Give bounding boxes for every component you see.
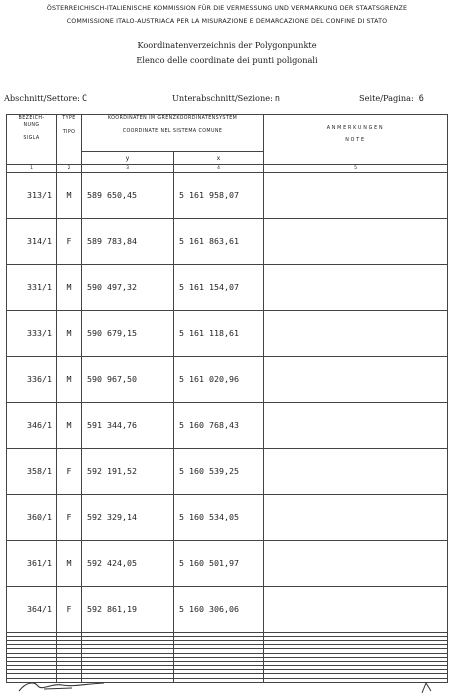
column-header-note bbox=[264, 115, 448, 165]
table-row bbox=[7, 310, 448, 356]
cell-tipo: F bbox=[57, 494, 82, 540]
cell-tipo: M bbox=[57, 173, 82, 219]
cell-note bbox=[264, 494, 448, 540]
cell-y: 589 783,84 bbox=[82, 218, 174, 264]
abschnitt-value: C bbox=[81, 94, 88, 104]
cell-x bbox=[174, 678, 264, 682]
cell-y: 592 424,05 bbox=[82, 540, 174, 586]
cell-note bbox=[264, 586, 448, 632]
header-note: NOTE bbox=[345, 138, 366, 143]
cell-y: 590 679,15 bbox=[82, 310, 174, 356]
header-x: x bbox=[174, 152, 264, 165]
cell-note bbox=[264, 264, 448, 310]
column-header-coordinates bbox=[82, 115, 264, 152]
table-row bbox=[7, 448, 448, 494]
cell-note bbox=[264, 218, 448, 264]
header-anmerkungen: ANMERKUNGEN bbox=[326, 126, 385, 131]
column-number: 3 bbox=[82, 165, 174, 173]
cell-x: 5 161 863,61 bbox=[174, 218, 264, 264]
cell-y: 591 344,76 bbox=[82, 402, 174, 448]
unterabschnitt-field bbox=[172, 93, 280, 104]
seite-label: Seite/Pagina: bbox=[359, 93, 414, 103]
cell-x: 5 161 154,07 bbox=[174, 264, 264, 310]
cell-note bbox=[264, 310, 448, 356]
header-sigla: SIGLA bbox=[23, 136, 40, 141]
table-row bbox=[7, 173, 448, 219]
table-row bbox=[7, 402, 448, 448]
cell-x: 5 160 501,97 bbox=[174, 540, 264, 586]
table-row bbox=[7, 264, 448, 310]
column-number: 4 bbox=[174, 165, 264, 173]
cell-x: 5 160 539,25 bbox=[174, 448, 264, 494]
signature-mark-left bbox=[16, 680, 111, 694]
cell-y: 592 861,19 bbox=[82, 586, 174, 632]
cell-x: 5 160 534,05 bbox=[174, 494, 264, 540]
document-title-de: Koordinatenverzeichnis der Polygonpunkte bbox=[137, 40, 317, 50]
document-title-it: Elenco delle coordinate dei punti poligonali bbox=[136, 55, 318, 65]
commission-title-de: ÖSTERREICHISCH-ITALIENISCHE KOMMISSION FÜR DIE VERMESSUNG UND VERMARKUNG DER STAATSGRENZE bbox=[46, 5, 408, 12]
abschnitt-label: Abschnitt/Settore: bbox=[4, 93, 80, 103]
cell-tipo: M bbox=[57, 540, 82, 586]
cell-y: 592 191,52 bbox=[82, 448, 174, 494]
commission-title-it: COMMISSIONE ITALO-AUSTRIACA PER LA MISURAZIONE E DEMARCAZIONE DEL CONFINE DI STATO bbox=[66, 18, 388, 25]
header-y: y bbox=[82, 152, 174, 165]
column-number: 1 bbox=[7, 165, 57, 173]
cell-note bbox=[264, 540, 448, 586]
cell-note bbox=[264, 173, 448, 219]
cell-note bbox=[264, 402, 448, 448]
table-row bbox=[7, 218, 448, 264]
table-row bbox=[7, 586, 448, 632]
column-number-row bbox=[7, 165, 448, 173]
cell-tipo: F bbox=[57, 218, 82, 264]
cell-sigla: 346/1 bbox=[7, 402, 57, 448]
cell-y: 592 329,14 bbox=[82, 494, 174, 540]
cell-tipo: M bbox=[57, 264, 82, 310]
cell-x: 5 161 118,61 bbox=[174, 310, 264, 356]
cell-tipo: M bbox=[57, 356, 82, 402]
table-header-row bbox=[7, 115, 448, 152]
table-row bbox=[7, 494, 448, 540]
cell-y: 589 650,45 bbox=[82, 173, 174, 219]
cell-sigla: 364/1 bbox=[7, 586, 57, 632]
cell-tipo: F bbox=[57, 586, 82, 632]
cell-y: 590 967,50 bbox=[82, 356, 174, 402]
cell-x: 5 160 306,06 bbox=[174, 586, 264, 632]
coordinate-table bbox=[6, 114, 448, 683]
cell-note bbox=[264, 448, 448, 494]
cell-note bbox=[264, 356, 448, 402]
cell-sigla: 336/1 bbox=[7, 356, 57, 402]
cell-sigla: 361/1 bbox=[7, 540, 57, 586]
header-coordinate: COORDINATE NEL SISTEMA COMUNE bbox=[122, 129, 223, 134]
cell-y: 590 497,32 bbox=[82, 264, 174, 310]
cell-sigla: 331/1 bbox=[7, 264, 57, 310]
seite-value: 6 bbox=[418, 94, 424, 104]
abschnitt-field bbox=[4, 93, 87, 104]
cell-sigla: 360/1 bbox=[7, 494, 57, 540]
column-header-tipo bbox=[57, 115, 82, 165]
cell-x: 5 160 768,43 bbox=[174, 402, 264, 448]
unterabschnitt-label: Unterabschnitt/Sezione: bbox=[172, 93, 273, 103]
cell-tipo: F bbox=[57, 448, 82, 494]
signature-mark-right bbox=[420, 680, 434, 694]
header-tipo: TIPO bbox=[62, 130, 76, 135]
cell-tipo: M bbox=[57, 310, 82, 356]
cell-sigla: 313/1 bbox=[7, 173, 57, 219]
table-row bbox=[7, 356, 448, 402]
column-header-sigla bbox=[7, 115, 57, 165]
column-number: 2 bbox=[57, 165, 82, 173]
table-row bbox=[7, 540, 448, 586]
cell-x: 5 161 020,96 bbox=[174, 356, 264, 402]
column-number: 5 bbox=[264, 165, 448, 173]
header-type: TYPE bbox=[62, 116, 76, 121]
header-koordinaten: KOORDINATEN IM GRENZKOORDINATENSYSTEM bbox=[107, 116, 238, 121]
unterabschnitt-value: n bbox=[274, 94, 280, 104]
cell-tipo: M bbox=[57, 402, 82, 448]
cell-x: 5 161 958,07 bbox=[174, 173, 264, 219]
cell-sigla: 314/1 bbox=[7, 218, 57, 264]
seite-field bbox=[359, 93, 424, 104]
cell-sigla: 358/1 bbox=[7, 448, 57, 494]
cell-sigla: 333/1 bbox=[7, 310, 57, 356]
header-bezeichnung: BEZEICH- NUNG bbox=[18, 116, 45, 128]
